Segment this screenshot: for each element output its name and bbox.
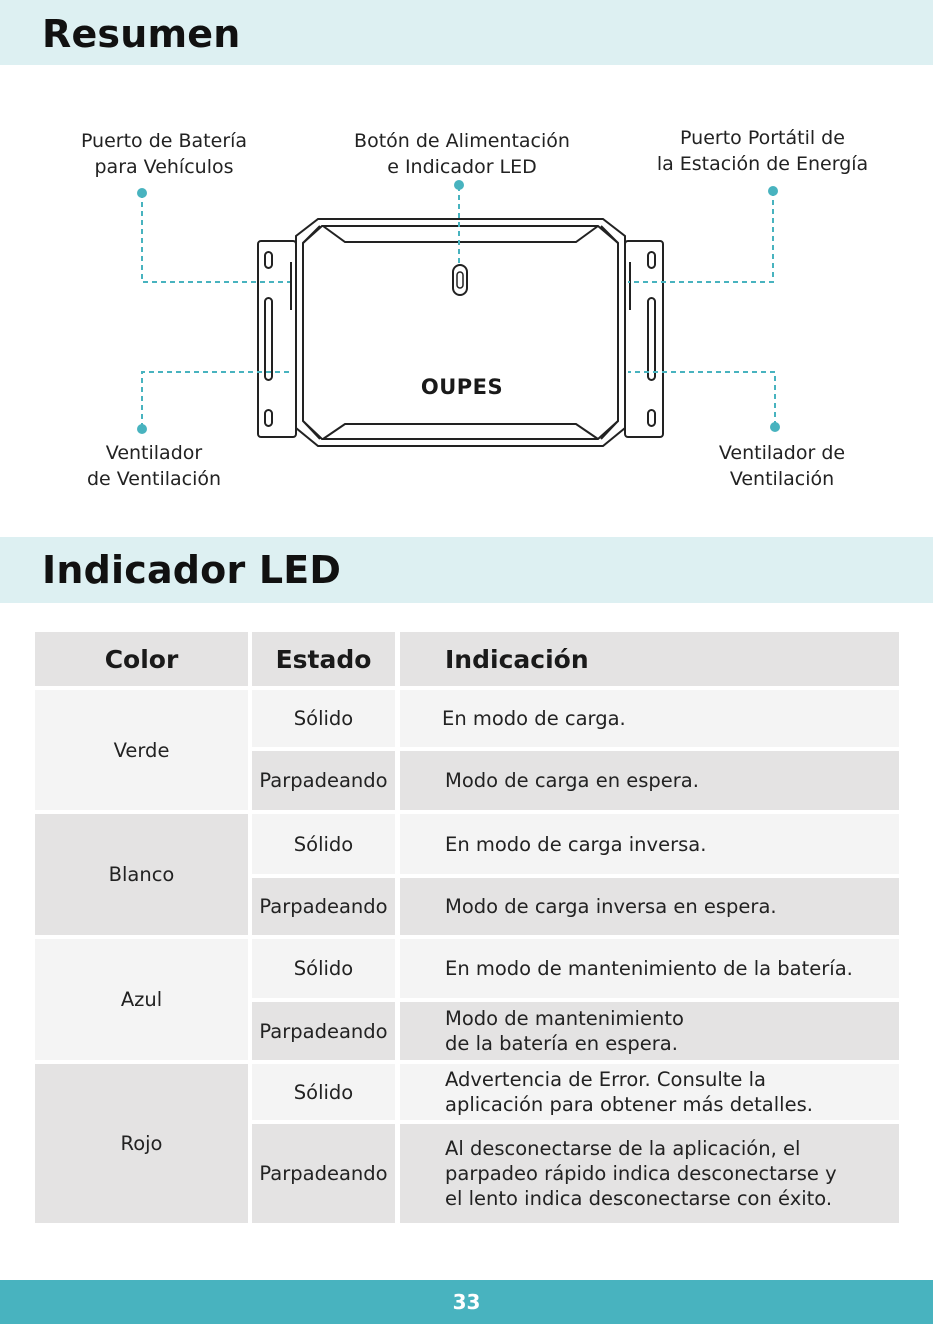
indication-cell: Modo de mantenimiento de la batería en espera. (400, 1002, 899, 1060)
header-color: Color (35, 632, 248, 686)
state-cell: Sólido (252, 1064, 395, 1120)
state-cell: Parpadeando (252, 1124, 395, 1223)
color-cell: Verde (35, 690, 248, 810)
page-footer (0, 1280, 933, 1324)
callout-power-button-led: Botón de Alimentación e Indicador LED (354, 130, 570, 178)
indication-cell: En modo de carga. (400, 690, 899, 747)
callout-power-station-port: Puerto Portátil de la Estación de Energía (656, 127, 869, 175)
header-state: Estado (252, 632, 395, 686)
led-title: Indicador LED (42, 548, 342, 592)
state-cell: Sólido (252, 690, 395, 747)
state-cell: Parpadeando (252, 878, 395, 935)
color-cell: Azul (35, 939, 248, 1060)
callout-dot (770, 422, 780, 432)
callout-dot (137, 424, 147, 434)
state-cell: Sólido (252, 939, 395, 998)
state-cell: Sólido (252, 814, 395, 874)
callout-dot (137, 188, 147, 198)
device-body (296, 219, 625, 446)
color-cell: Blanco (35, 814, 248, 935)
callout-dot (454, 180, 464, 190)
indication-cell: Modo de carga inversa en espera. (400, 878, 899, 935)
color-cell: Rojo (35, 1064, 248, 1223)
overview-title: Resumen (42, 12, 241, 56)
indication-cell: En modo de carga inversa. (400, 814, 899, 874)
callout-vehicle-battery-port: Puerto de Batería para Vehículos (80, 130, 248, 178)
callout-fan-left: Ventilador de Ventilación (86, 442, 222, 490)
power-button-icon (453, 265, 467, 295)
indication-cell: En modo de mantenimiento de la batería. (400, 939, 899, 998)
callout-dot (768, 186, 778, 196)
indication-cell: Advertencia de Error. Consulte la aplicación para obtener más detalles. (400, 1064, 899, 1120)
page-number: 33 (452, 1290, 481, 1314)
indication-cell: Al desconectarse de la aplicación, el parpadeo rápido indica desconectarse y el lento indica desconectarse con éxito. (400, 1124, 899, 1223)
led-header-band (0, 537, 933, 603)
state-cell: Parpadeando (252, 751, 395, 810)
indication-cell: Modo de carga en espera. (400, 751, 899, 810)
state-cell: Parpadeando (252, 1002, 395, 1060)
callout-fan-right: Ventilador de Ventilación (718, 442, 846, 490)
oupes-logo: OUPES (420, 375, 504, 399)
header-indication: Indicación (400, 632, 899, 686)
